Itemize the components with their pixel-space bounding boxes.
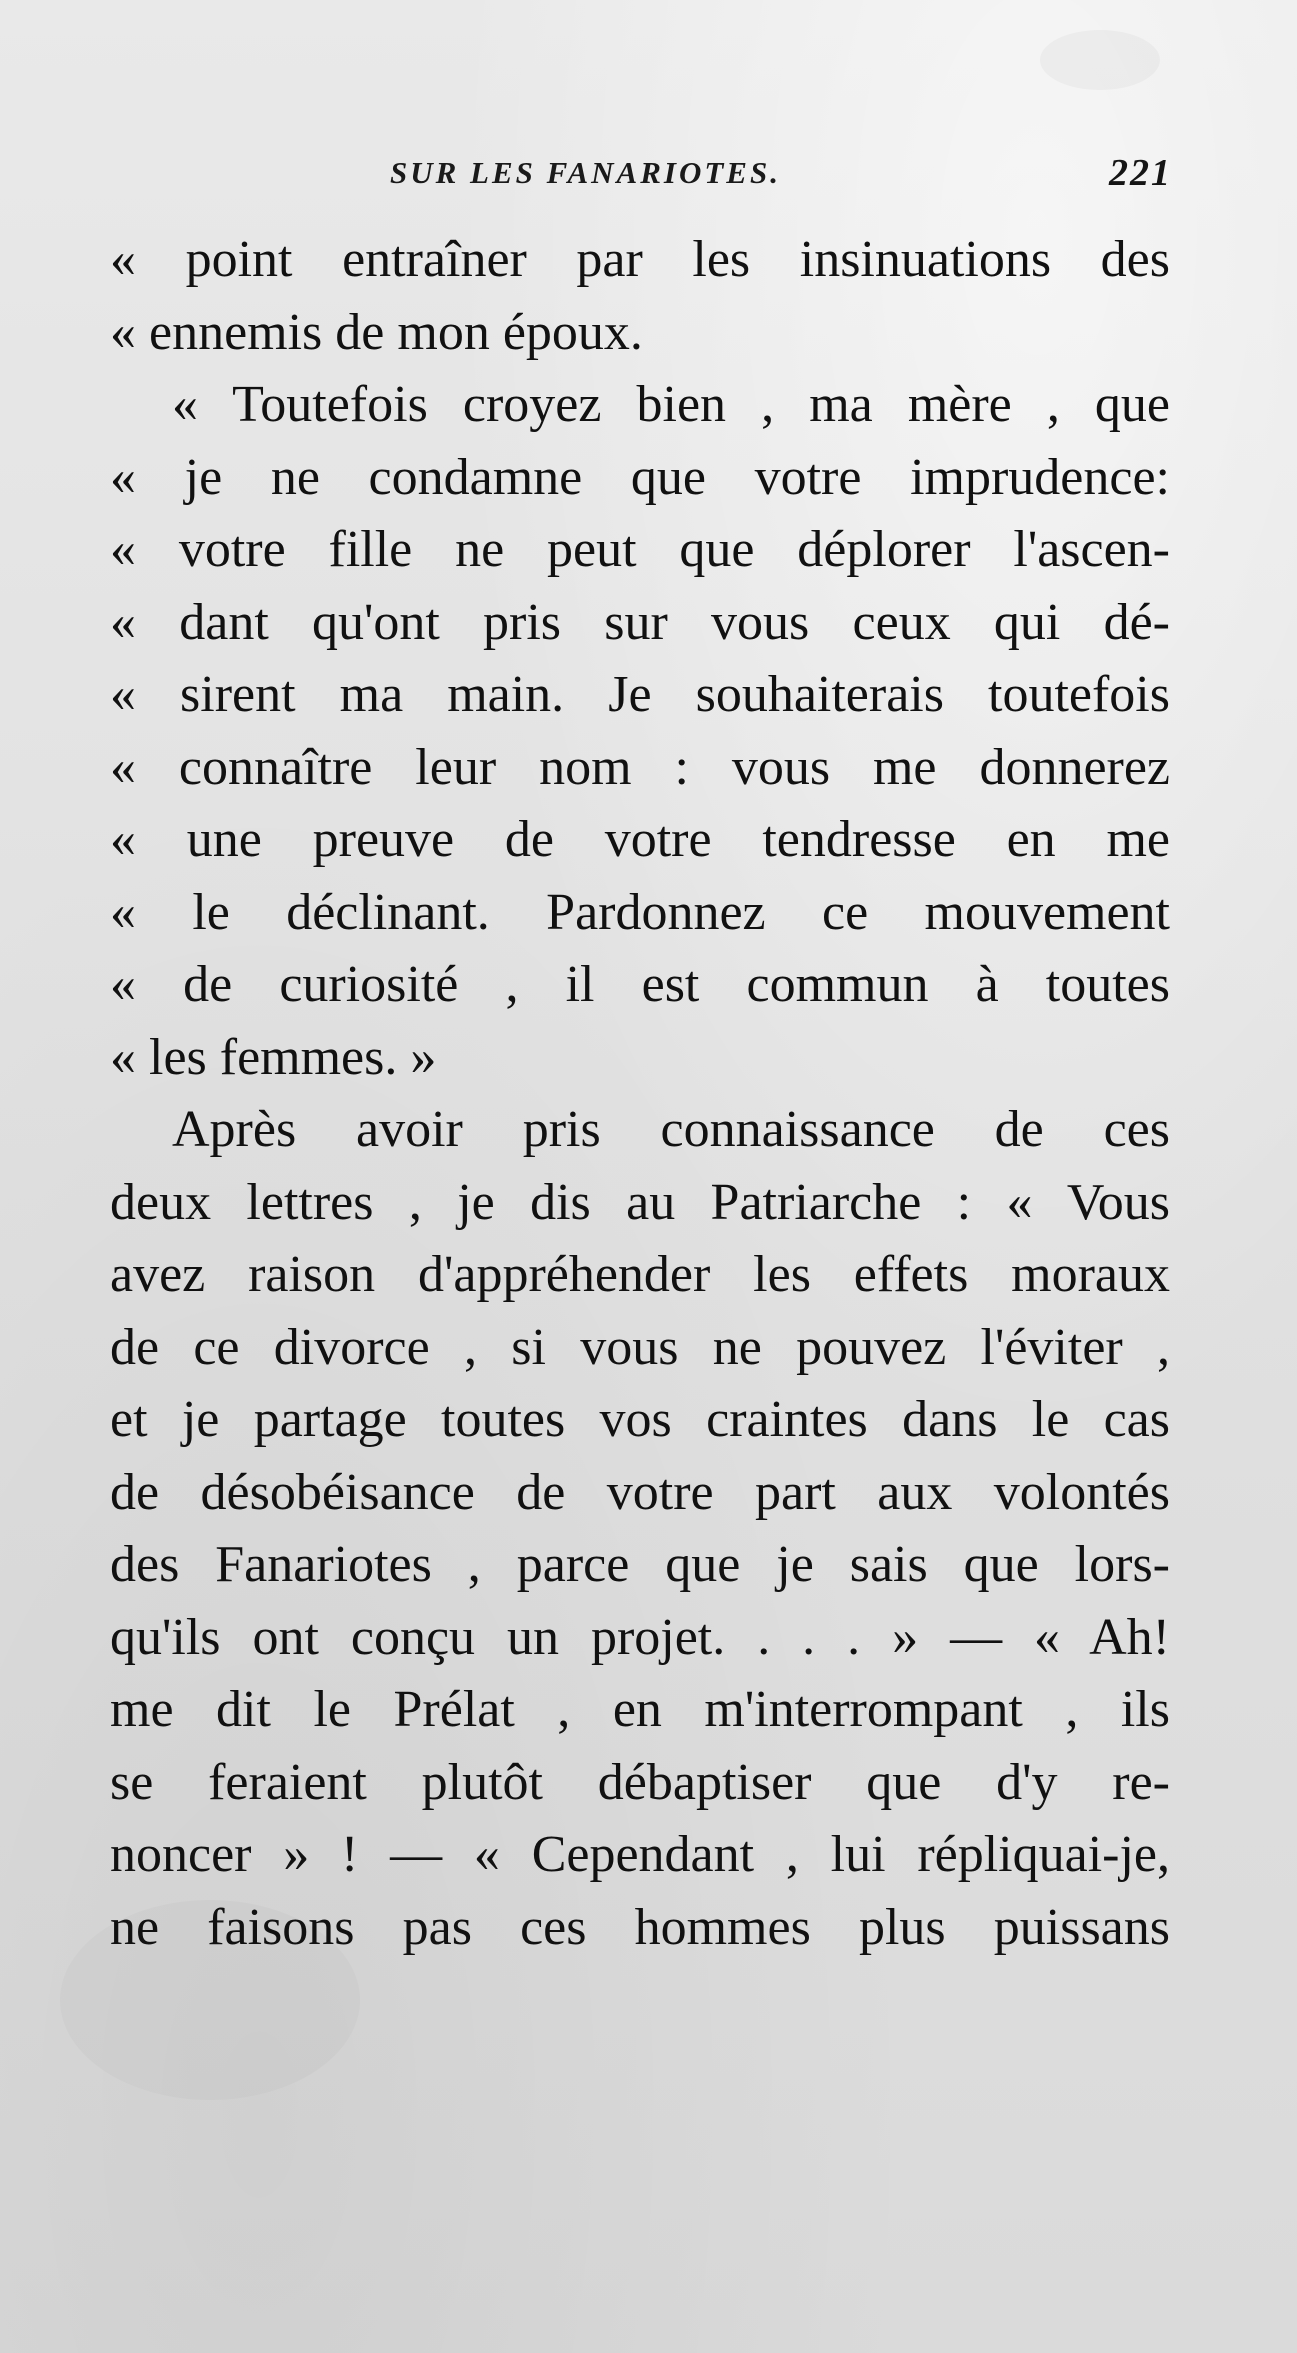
text-line: « sirent ma main. Je souhaiterais toutefois: [110, 666, 1170, 723]
text-line: « connaître leur nom : vous me donnerez: [110, 738, 1170, 796]
text-line: ne faisons pas ces hommes plus puissans: [110, 1898, 1170, 1956]
page-number: 221: [1109, 152, 1172, 194]
text-line: de désobéisance de votre part aux volontés: [110, 1463, 1170, 1521]
text-line: me dit le Prélat , en m'interrompant , ils: [110, 1681, 1170, 1738]
text-line: qu'ils ont conçu un projet. . . . » — « Ah!: [110, 1608, 1170, 1666]
text-line: « les femmes. »: [110, 1028, 437, 1086]
text-line: deux lettres , je dis au Patriarche : « Vous: [110, 1173, 1170, 1231]
text-line: Après avoir pris connaissance de ces: [172, 1101, 1170, 1158]
text-line: des Fanariotes , parce que je sais que lors-: [110, 1536, 1170, 1593]
text-line: « je ne condamne que votre imprudence:: [110, 448, 1170, 506]
body-text: [110, 224, 1170, 1964]
text-line: « ennemis de mon époux.: [110, 303, 643, 361]
text-line: « Toutefois croyez bien , ma mère , que: [172, 376, 1170, 433]
running-head: SUR LES FANARIOTES.: [390, 155, 781, 190]
text-line: se feraient plutôt débaptiser que d'y re-: [110, 1753, 1170, 1811]
text-line: « dant qu'ont pris sur vous ceux qui dé-: [110, 593, 1170, 651]
text-line: avez raison d'appréhender les effets moraux: [110, 1246, 1170, 1303]
text-line: « une preuve de votre tendresse en me: [110, 811, 1170, 868]
text-line: « votre fille ne peut que déplorer l'ascen-: [110, 521, 1170, 578]
text-line: de ce divorce , si vous ne pouvez l'éviter ,: [110, 1318, 1170, 1376]
text-line: « point entraîner par les insinuations des: [110, 231, 1170, 288]
text-line: noncer » ! — « Cependant , lui répliquai-je,: [110, 1826, 1170, 1883]
paper-stain: [1040, 30, 1160, 90]
page-header: [390, 152, 1180, 205]
text-line: « de curiosité , il est commun à toutes: [110, 956, 1170, 1013]
text-line: « le déclinant. Pardonnez ce mouvement: [110, 883, 1170, 941]
text-line: et je partage toutes vos craintes dans le cas: [110, 1391, 1170, 1448]
